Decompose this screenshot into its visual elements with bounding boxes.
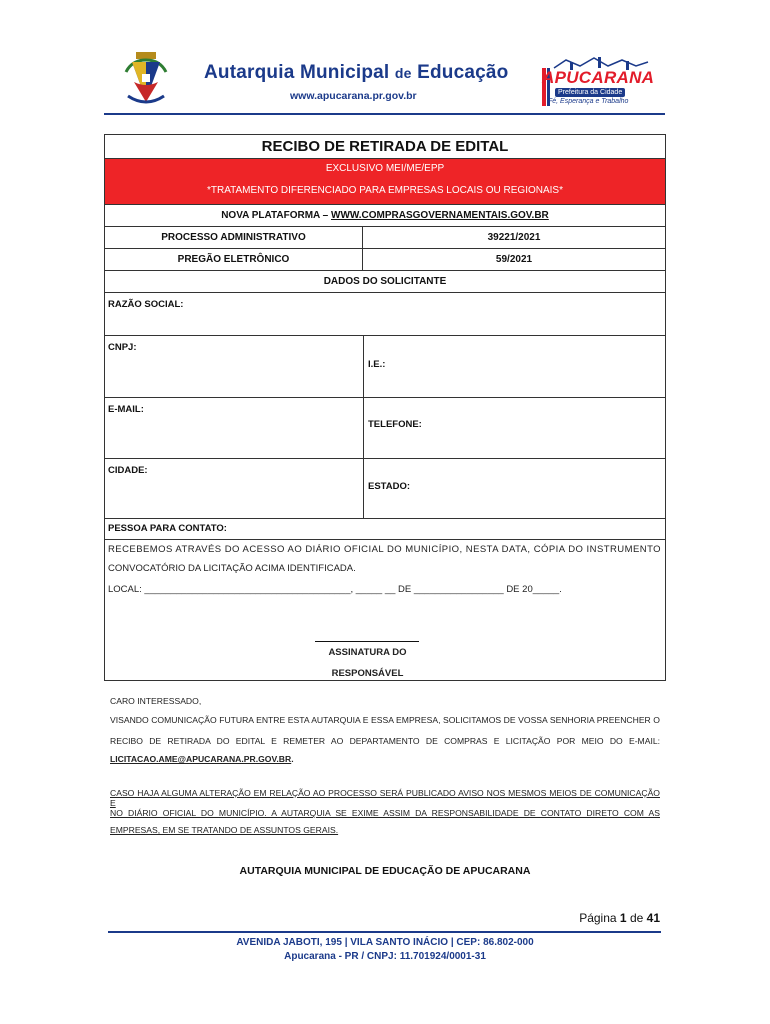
footer-city-cnpj: Apucarana - PR / CNPJ: 11.701924/0001-31 — [284, 951, 486, 962]
column-divider — [363, 398, 364, 458]
page-number — [579, 911, 660, 925]
declaration-block — [105, 539, 665, 683]
contact-label: PESSOA PARA CONTATO: — [108, 523, 227, 534]
column-divider — [363, 459, 364, 518]
platform-link[interactable]: WWW.COMPRASGOVERNAMENTAIS.GOV.BR — [331, 210, 549, 221]
footer-org-name: AUTARQUIA MUNICIPAL DE EDUCAÇÃO DE APUCARANA — [239, 865, 531, 877]
razao-social-field[interactable] — [105, 293, 665, 336]
notice-p2-line1: CASO HAJA ALGUMA ALTERAÇÃO EM RELAÇÃO AO PROCESSO SERÁ PUBLICADO AVISO NOS MESMOS MEIOS DE COMUNICAÇÃO E — [110, 788, 660, 808]
receipt-form — [104, 134, 666, 681]
platform-prefix: NOVA PLATAFORMA – — [221, 210, 331, 221]
local-date-line: LOCAL: _______________________________________, _____ __ DE _________________ DE 20_____. — [108, 584, 562, 595]
form-title: RECIBO DE RETIRADA DE EDITAL — [105, 135, 665, 159]
phone-label: TELEFONE: — [368, 419, 422, 430]
notice-greeting: CARO INTERESSADO, — [110, 696, 202, 706]
city-label: CIDADE: — [108, 465, 148, 476]
state-label: ESTADO: — [368, 481, 411, 492]
page-current: 1 — [619, 911, 627, 925]
footer-divider — [108, 931, 661, 933]
ie-label: I.E.: — [368, 359, 386, 370]
declaration-line-2: CONVOCATÓRIO DA LICITAÇÃO ACIMA IDENTIFICADA. — [108, 563, 356, 574]
page-header — [118, 52, 668, 118]
org-title-b: Educação — [417, 62, 509, 83]
cnpj-ie-row — [105, 336, 665, 398]
notice-email-end: . — [291, 754, 294, 764]
declaration-line-1: RECEBEMOS ATRAVÉS DO ACESSO AO DIÁRIO OFICIAL DO MUNICÍPIO, NESTA DATA, CÓPIA DO INSTRUMENTO — [108, 544, 661, 555]
org-website[interactable]: www.apucarana.pr.gov.br — [290, 90, 417, 102]
page-total: 41 — [646, 911, 660, 925]
header-divider — [104, 113, 665, 115]
exclusive-text: EXCLUSIVO MEI/ME/EPP — [325, 163, 445, 174]
notice-p1-line2: RECIBO DE RETIRADA DO EDITAL E REMETER AO DEPARTAMENTO DE COMPRAS E LICITAÇÃO POR MEIO DO E-MAIL: — [110, 736, 660, 746]
section-title: DADOS DO SOLICITANTE — [105, 271, 665, 293]
pregao-label: PREGÃO ELETRÔNICO — [105, 249, 363, 270]
notice-p2-line3: EMPRESAS, EM SE TRATANDO DE ASSUNTOS GERAIS. — [110, 825, 339, 835]
exclusive-banner — [105, 159, 665, 205]
page-of: de — [629, 911, 644, 925]
notice-email-link[interactable]: LICITACAO.AME@APUCARANA.PR.GOV.BR — [110, 754, 292, 764]
treatment-text: *TRATAMENTO DIFERENCIADO PARA EMPRESAS LOCAIS OU REGIONAIS* — [207, 185, 563, 196]
process-value: 39221/2021 — [487, 232, 541, 243]
platform-row — [105, 205, 665, 227]
process-label: PROCESSO ADMINISTRATIVO — [105, 227, 363, 248]
cnpj-label: CNPJ: — [108, 342, 137, 353]
notice-p2-line2: NO DIÁRIO OFICIAL DO MUNICÍPIO. A AUTARQUIA SE EXIME ASSIM DA RESPONSABILIDADE DE CONTATO DIRETO COM AS — [110, 808, 660, 818]
pregao-value: 59/2021 — [495, 254, 533, 265]
pregao-row — [105, 249, 665, 271]
city-name: APUCARANA — [542, 68, 655, 87]
signature-label-1: ASSINATURA DO — [328, 647, 407, 658]
contact-row[interactable] — [105, 519, 665, 539]
city-state-row — [105, 459, 665, 519]
city-subtitle: Prefeitura da Cidade — [555, 88, 625, 97]
city-slogan: Fé, Esperança e Trabalho — [548, 98, 629, 105]
notice-email-line — [110, 754, 294, 764]
signature-label-2: RESPONSÁVEL — [331, 668, 404, 679]
column-divider — [363, 336, 364, 397]
org-title-de: de — [394, 65, 412, 81]
footer-address: AVENIDA JABOTI, 195 | VILA SANTO INÁCIO | CEP: 86.802-000 — [236, 937, 534, 948]
org-title — [204, 62, 508, 84]
razao-social-label: RAZÃO SOCIAL: — [108, 299, 184, 310]
email-label: E-MAIL: — [108, 404, 144, 415]
coat-of-arms-icon — [122, 52, 170, 108]
process-row — [105, 227, 665, 249]
page-word: Página — [579, 911, 617, 925]
notice-p1-line1: VISANDO COMUNICAÇÃO FUTURA ENTRE ESTA AUTARQUIA E ESSA EMPRESA, SOLICITAMOS DE VOSSA SENHORIA PREENCHER O — [110, 715, 660, 725]
signature-line — [315, 641, 419, 642]
org-title-a: Autarquia Municipal — [204, 62, 390, 83]
email-phone-row — [105, 398, 665, 459]
